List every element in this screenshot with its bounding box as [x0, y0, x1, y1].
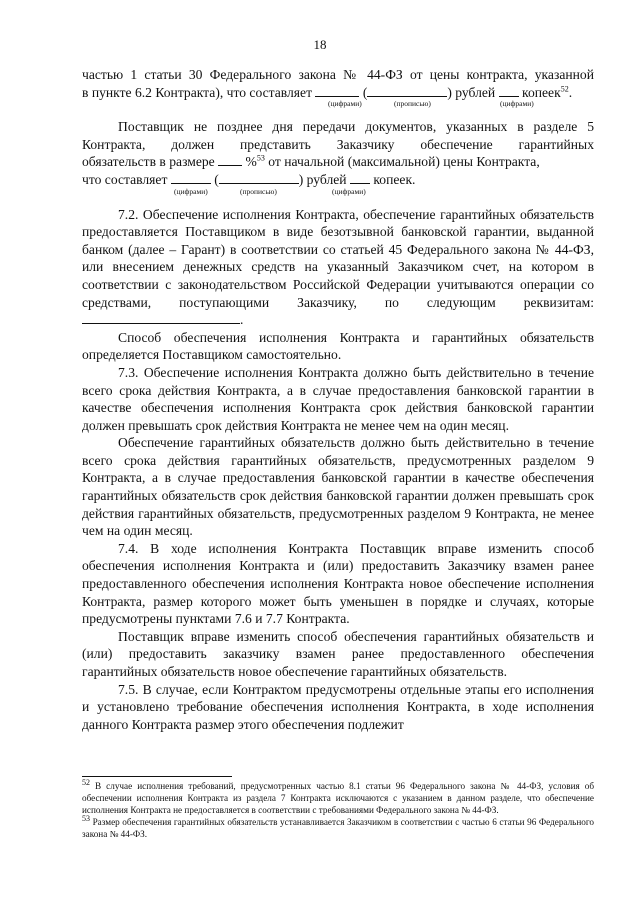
- paragraph-line: Поставщик не позднее дня передачи документов, указанных в разделе 5: [118, 119, 594, 135]
- footnote-53: [82, 813, 594, 840]
- paragraph-7-3: 7.3. Обеспечение исполнения Контракта должно быть действительно в течение всего срока действия Контракта, а в случае предоставления банковской гарантии в качестве обеспечения исполнения Контракта срок действия банковской гарантии должен превышать срок действия Контракта не менее чем на один месяц.: [82, 364, 594, 433]
- caption-digits: (цифрами): [174, 186, 208, 196]
- paragraph: Обеспечение гарантийных обязательств должно быть действительно в течение всего срока действия гарантийных обязательств, предусмотренных разделом 9 Контракта, а в случае предоставления банковской гарантии в качестве обеспечения гарантийных обязательств срок действия банковской гарантии должен превышать срок действия гарантийных обязательств, предусмотренных разделом 9 Контракта, не менее чем на один месяц.: [82, 435, 594, 539]
- blank-digits: [499, 85, 519, 97]
- blank-captions: [82, 101, 594, 110]
- paragraph-line: Контракта, должен представить Заказчику обеспечение гарантийных: [82, 136, 594, 152]
- text-fragment: в пункте 6.2 Контракта), что составляет: [82, 84, 313, 100]
- blank-digits: [350, 172, 370, 184]
- footnotes: [82, 777, 595, 840]
- footnote-text: В случае исполнения требований, предусмотренных частью 8.1 статьи 96 Федерального закона № 44-ФЗ, условия об обеспечении исполнения Контракта из раздела 7 Контракта исключаются с указанием в данном разделе, что обеспечение исполнения Контракта не предоставляется в соответствии с требованиями Федерального закона № 44-ФЗ.: [82, 781, 595, 815]
- text-fragment: что составляет: [82, 171, 168, 187]
- paragraph-line: [82, 153, 594, 171]
- blank-captions: [82, 186, 594, 198]
- blank-requisites: [82, 312, 240, 324]
- footnote-52: [82, 777, 595, 816]
- footnote-marker: 52: [82, 777, 90, 787]
- caption-words: (прописью): [240, 186, 277, 196]
- blank-percent: [218, 154, 242, 166]
- text-fragment: %: [245, 154, 257, 170]
- caption-digits: (цифрами): [500, 99, 534, 109]
- blank-words: [219, 172, 299, 184]
- text-fragment: копеек.: [373, 171, 416, 187]
- footnote-marker: 53: [82, 813, 90, 823]
- paragraph-7-4: 7.4. В ходе исполнения Контракта Поставщик вправе изменить способ обеспечения исполнения Контракта и (или) предоставить Заказчику взамен ранее предоставленного обеспечения исполнения Контракта новое обеспечение исполнения Контракта, размер которого может быть уменьшен в порядке и случаях, которые предусмотрены пунктами 7.6 и 7.7 Контракта.: [82, 540, 594, 627]
- paragraph-text: 7.2. Обеспечение исполнения Контракта, обеспечение гарантийных обязательств предоставляется Поставщиком в виде безотзывной банковской гарантии, выданной банком (далее – Гарант) в соответствии со статьей 45 Федерального закона № 44-ФЗ, или внесением денежных средств на указанный Заказчиком счет, на котором в соответствии с законодательством Российской Федерации учитываются операции со средствами, поступающими Заказчику, по следующим реквизитам:: [82, 206, 594, 310]
- text-fragment: от начальной (максимальной) цены Контракта,: [268, 154, 540, 170]
- paragraph-7-2: [82, 206, 594, 329]
- text-fragment: ) рублей: [447, 84, 496, 100]
- text-fragment: .: [240, 312, 244, 328]
- blank-digits: [315, 85, 359, 97]
- page-number: 18: [313, 37, 327, 52]
- footnote-ref: 52: [560, 84, 569, 94]
- paragraph-7-5: 7.5. В случае, если Контрактом предусмотрены отдельные этапы его исполнения и установлено требование обеспечения исполнения Контракта, в ходе исполнения данного Контракта размер этого обеспечения подлежит: [82, 681, 594, 732]
- caption-digits: (цифрами): [332, 186, 366, 196]
- footnote-text: Размер обеспечения гарантийных обязательств устанавливается Заказчиком в соответствии с частью 6 статьи 96 Федерального закона № 44-ФЗ.: [82, 817, 594, 839]
- blank-digits: [171, 172, 211, 184]
- paragraph: [82, 118, 594, 197]
- text-fragment: обязательств в размере: [82, 154, 215, 170]
- caption-words: (прописью): [394, 99, 431, 109]
- caption-digits: (цифрами): [328, 99, 362, 109]
- blank-words: [367, 85, 447, 97]
- text-fragment: ) рублей: [298, 171, 347, 187]
- footnote-divider: [82, 776, 232, 777]
- text-fragment: (: [214, 171, 219, 187]
- text-fragment: копеек: [522, 84, 561, 100]
- paragraph: Поставщик вправе изменить способ обеспечения гарантийных обязательств и (или) предоставить заказчику взамен ранее предоставленного обеспечения гарантийных обязательств новое обеспечение гарантийных обязательств.: [82, 628, 594, 679]
- paragraph: Способ обеспечения исполнения Контракта и гарантийных обязательств определяется Поставщиком самостоятельно.: [82, 329, 594, 363]
- footnote-ref: 53: [256, 153, 265, 163]
- page-body: [82, 66, 594, 733]
- text-fragment: .: [568, 84, 573, 100]
- paragraph-continuation: [82, 66, 594, 110]
- paragraph-line: частью 1 статьи 30 Федерального закона № 44-ФЗ от цены контракта, указанной: [82, 67, 594, 82]
- text-fragment: (: [362, 84, 368, 100]
